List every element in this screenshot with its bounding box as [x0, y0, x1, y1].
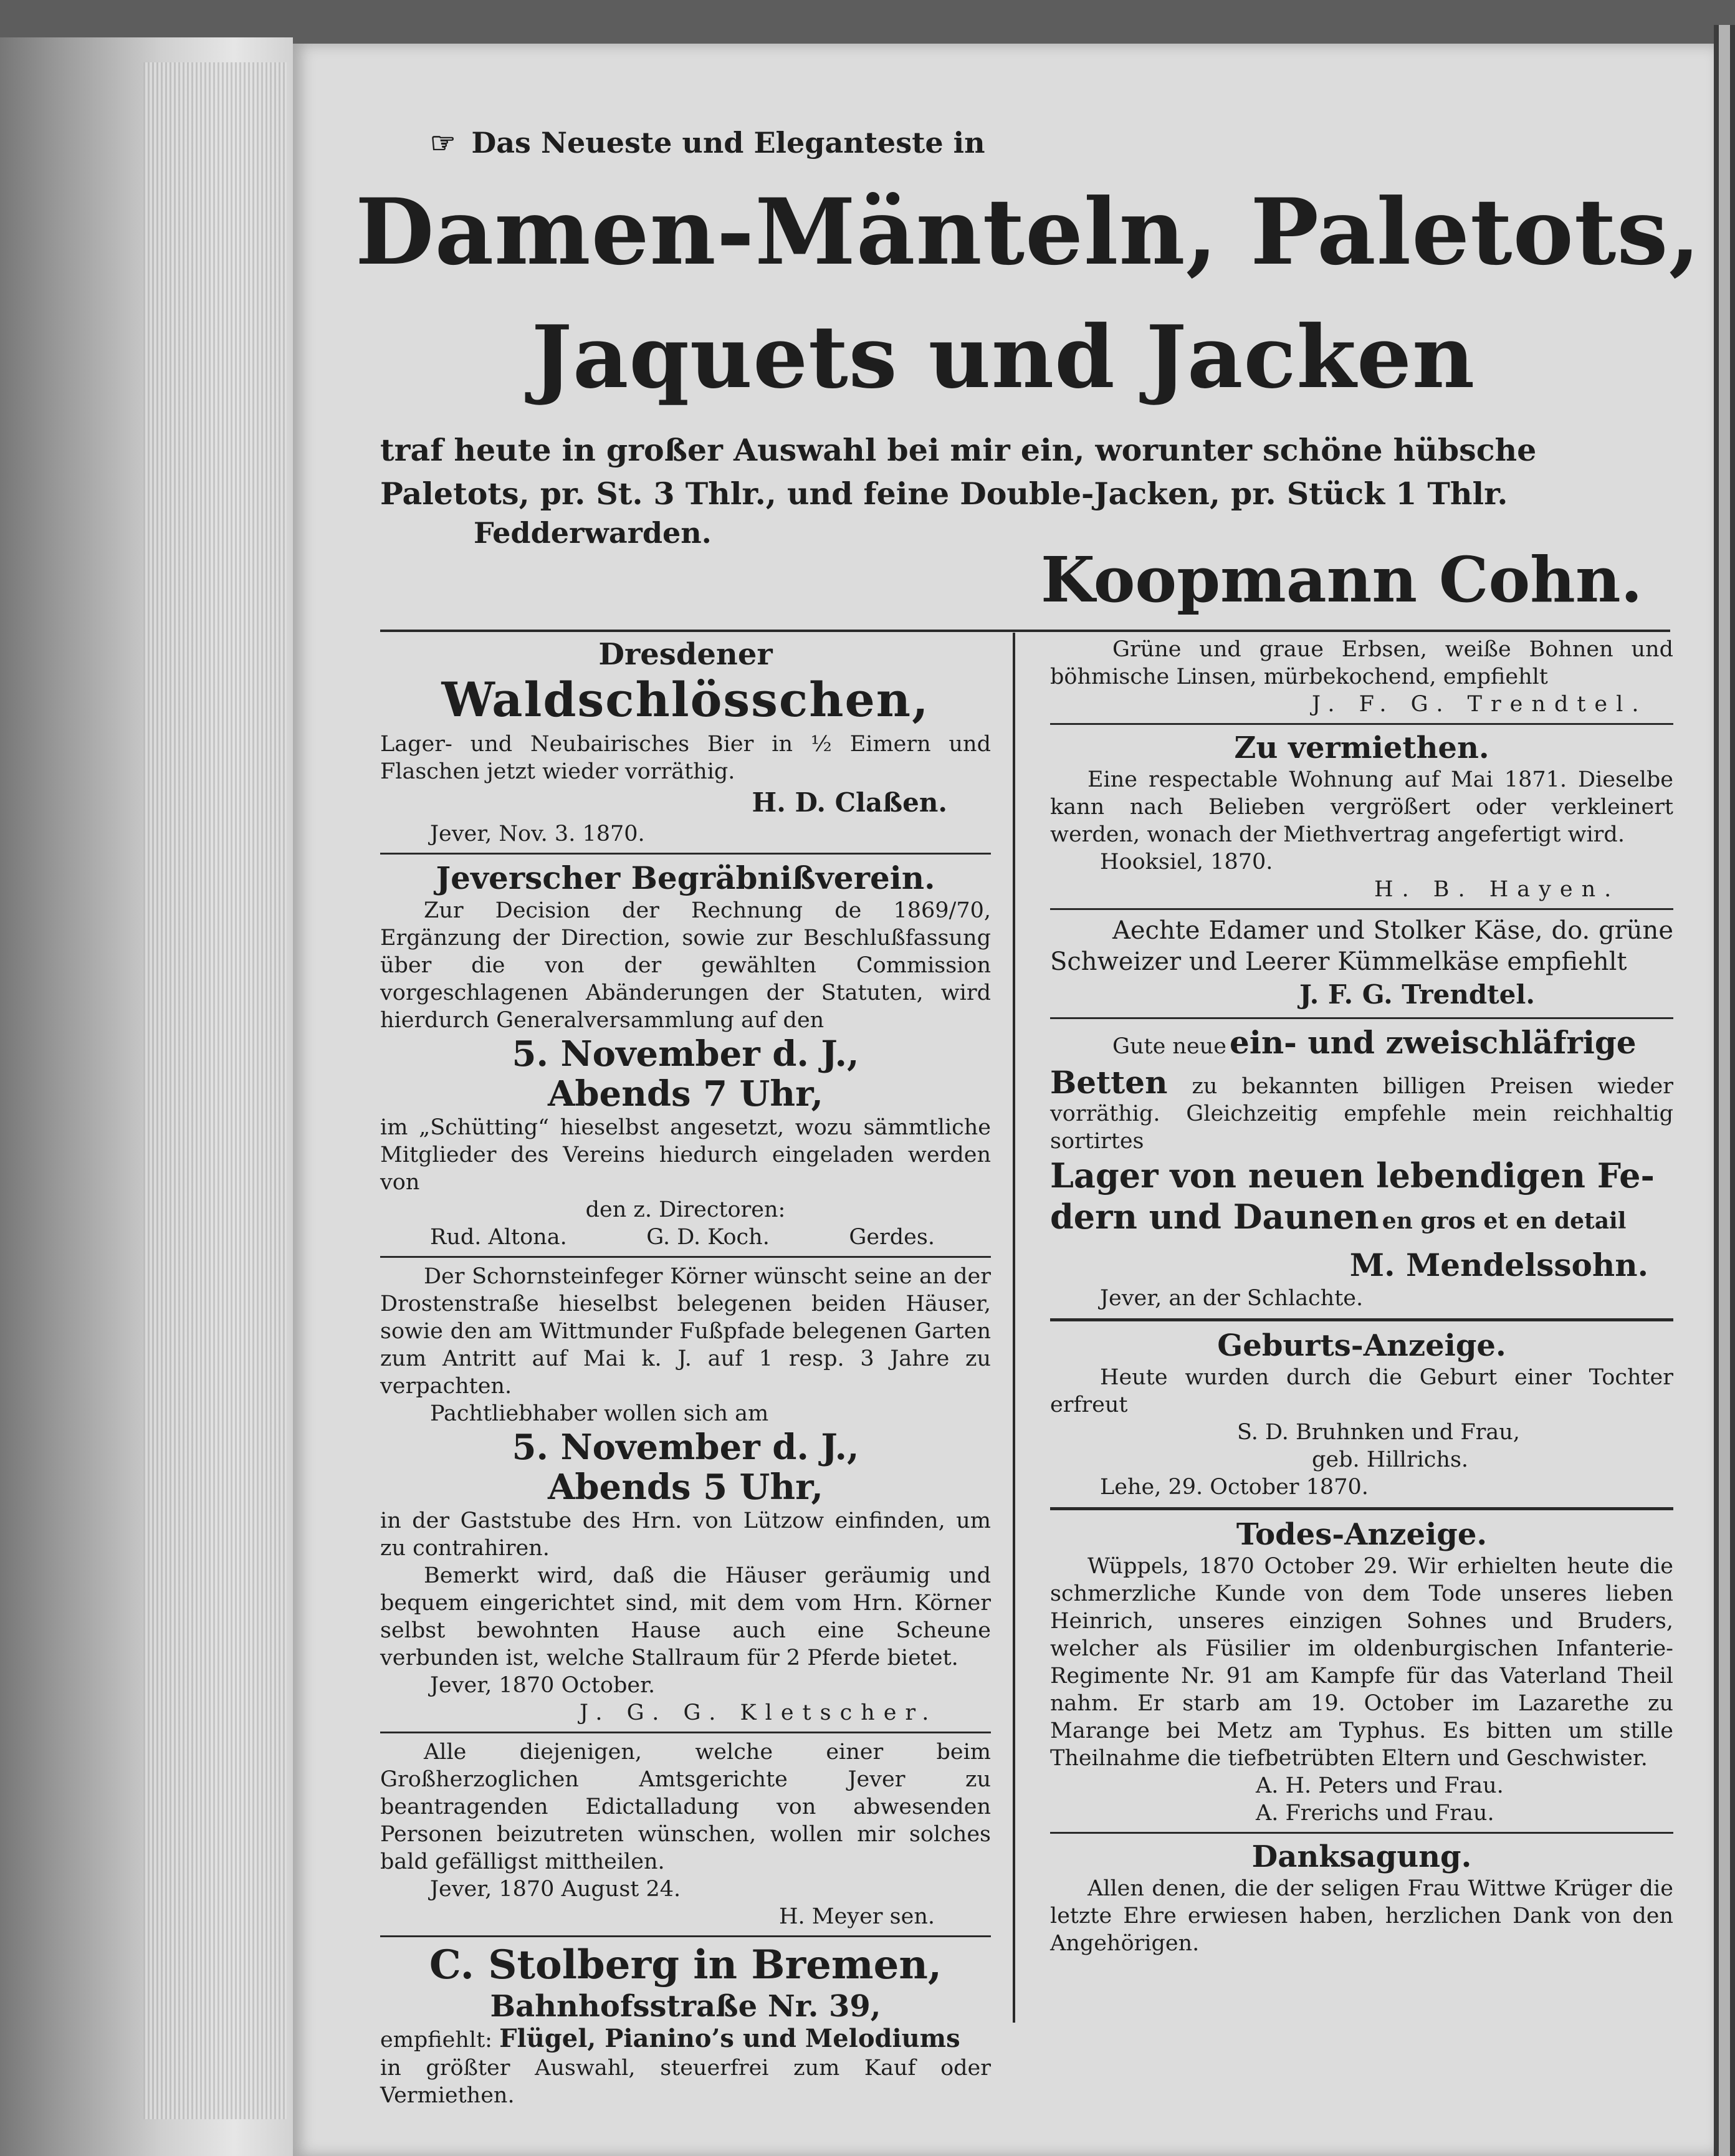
ad-text: Wüppels, 1870 October 29. Wir erhielten heute die schmerzliche Kunde von dem Tode unseres lieben Heinrich, unseres einzigen Sohnes und Bruders, welcher als Füsilier im oldenburgischen Infanterie-Regimente Nr. 91 am Kampfe für das Vaterland Theil nahm. Er starb am 19. October im Lazarethe zu Marange bei Metz am Typhus. Es bitten um stille Theilnahme die tiefbetrübten Eltern und Geschwister. [1050, 1554, 1673, 1771]
ad-names-row [380, 1224, 991, 1251]
ad-name: G. D. Koch. [646, 1225, 770, 1250]
ad-dateline: Jever, an der Schlachte. [1100, 1286, 1364, 1311]
ad-vermiethen [1050, 730, 1673, 903]
ad-text-3: Bemerkt wird, daß die Häuser geräumig und bequem eingerichtet sind, mit dem vom Hrn. Körner selbst bewohnten Hause auch eine Scheune verbunden ist, welche Stallraum für 2 Pferde bietet. [380, 1563, 991, 1670]
ad-separator [1050, 1318, 1673, 1321]
top-ad-line-2: Paletots, pr. St. 3 Thlr., und feine Double-Jacken, pr. Stück 1 Thlr. [380, 476, 1508, 512]
ad-products-line [380, 2024, 991, 2054]
ad-title: Zu vermiethen. [1234, 731, 1489, 765]
ad-separator [1050, 1017, 1673, 1019]
ad-stolberg [380, 1942, 991, 2109]
ad-signature: H. B. Hayen. [1374, 877, 1620, 902]
ad-erbsen [1050, 636, 1673, 718]
ad-line-prefix: Gute neue [1112, 1034, 1226, 1059]
ad-geburts-anzeige [1050, 1328, 1673, 1501]
ad-signature: J. F. G. Trendtel. [1299, 979, 1535, 1010]
ad-text-2: in der Gaststube des Hrn. von Lützow einfinden, um zu contrahiren. [380, 1508, 991, 1561]
ad-line-1 [1050, 1024, 1673, 1069]
top-ad-headline-1: Damen-Mänteln, Paletots, [355, 179, 1701, 285]
ad-signature: H. Meyer sen. [778, 1904, 935, 1929]
newspaper-page [293, 44, 1714, 2156]
ad-title: Todes-Anzeige. [1236, 1517, 1488, 1552]
next-page-edge [1714, 25, 1735, 2156]
section-rule [380, 630, 1670, 632]
top-ad-intro: Das Neueste und Eleganteste in [471, 126, 985, 160]
ad-text-body: zu bekannten billigen Preisen wieder vorräthig. Gleichzeitig empfehle mein reichhaltig sortirtes [1050, 1074, 1673, 1154]
ad-kaese [1050, 915, 1673, 1012]
ad-betten [1050, 1024, 1673, 1312]
ad-todes-anzeige [1050, 1516, 1673, 1827]
ad-danksagung [1050, 1839, 1673, 1957]
ad-line: Pachtliebhaber wollen sich am [430, 1401, 769, 1426]
ad-name: Gerdes. [849, 1225, 935, 1250]
ad-separator [1050, 1832, 1673, 1834]
ad-dateline: Jever, 1870 August 24. [430, 1877, 681, 1902]
ad-names-1: S. D. Bruhnken und Frau, [1237, 1420, 1520, 1445]
ad-text: in größter Auswahl, steuerfrei zum Kauf oder Vermiethen. [380, 2056, 991, 2108]
ad-waldschloesschen [380, 636, 991, 848]
ad-separator [380, 853, 991, 855]
top-ad-place: Fedderwarden. [474, 516, 712, 550]
ad-bold-line-1: Lager von neuen lebendigen Fe- [1050, 1156, 1655, 1195]
ad-title: Geburts-Anzeige. [1217, 1328, 1506, 1363]
ad-text: Grüne und graue Erbsen, weiße Bohnen und böhmische Linsen, mürbekochend, empfiehlt [1050, 637, 1673, 689]
ad-schornsteinfeger [380, 1263, 991, 1727]
left-column [380, 636, 991, 2109]
ad-signature: J. G. G. Kletscher. [580, 1700, 938, 1725]
ad-bold-line-2-row [1050, 1196, 1673, 1246]
ad-text-3: den z. Directoren: [585, 1197, 786, 1222]
ad-time: Abends 7 Uhr, [547, 1073, 824, 1114]
ad-title: Danksagung. [1251, 1839, 1472, 1874]
ad-address: Bahnhofsstraße Nr. 39, [490, 1989, 881, 2024]
ad-names-2: geb. Hillrichs. [1312, 1447, 1469, 1472]
ad-text-2: im „Schütting“ hieselbst angesetzt, wozu sämmtliche Mitglieder des Vereins hiedurch eingeladen werden von [380, 1115, 991, 1195]
book-page-edges [0, 37, 293, 2156]
ad-bold-word: Betten [1050, 1064, 1168, 1101]
ad-separator [380, 1732, 991, 1733]
ad-date: 5. November d. J., [512, 1427, 859, 1468]
ad-separator [1050, 723, 1673, 725]
ad-suffix: en gros et en detail [1382, 1208, 1627, 1234]
top-ad-headline-2: Jaquets und Jacken [531, 306, 1476, 408]
ad-names-2: A. Frerichs und Frau. [1256, 1801, 1494, 1826]
ad-edictalladung [380, 1738, 991, 1930]
ad-date: 5. November d. J., [512, 1033, 859, 1075]
ad-products: Flügel, Pianino’s und Melodiums [499, 2024, 960, 2053]
ad-begraebnisverein [380, 860, 991, 1251]
ad-title: Waldschlösschen, [441, 672, 930, 727]
top-ad-line-1: traf heute in großer Auswahl bei mir ein, worunter schöne hübsche [380, 432, 1537, 468]
ad-text: Alle diejenigen, welche einer beim Großherzoglichen Amtsgerichte Jever zu beantragenden Edictalladung von abwesenden Personen beizutreten wünschen, wollen mir solches bald gefälligst mittheilen. [380, 1740, 991, 1874]
ad-text: Lager- und Neubairisches Bier in ½ Eimern und Flaschen jetzt wieder vorräthig. [380, 732, 991, 784]
ad-dateline: Lehe, 29. October 1870. [1100, 1475, 1369, 1500]
top-ad-intro-line [430, 126, 1365, 170]
ad-name: Rud. Altona. [430, 1225, 567, 1250]
ad-names-1: A. H. Peters und Frau. [1256, 1773, 1504, 1798]
ad-text: Heute wurden durch die Geburt einer Tochter erfreut [1050, 1365, 1673, 1417]
ad-line-bold: ein- und zweischläfrige [1230, 1024, 1637, 1061]
ad-dateline: Jever, Nov. 3. 1870. [430, 822, 645, 846]
ad-time: Abends 5 Uhr, [547, 1467, 824, 1508]
right-column [1050, 636, 1673, 1957]
ad-bold-line-2: dern und Daunen [1050, 1197, 1379, 1237]
ad-text: Aechte Edamer und Stolker Käse, do. grüne Schweizer und Leerer Kümmelkäse empfiehlt [1050, 916, 1673, 976]
ad-dateline: Jever, 1870 October. [430, 1673, 656, 1698]
ad-separator [1050, 908, 1673, 910]
ad-text-prefix: empfiehlt: [380, 2028, 492, 2053]
ad-text: Eine respectable Wohnung auf Mai 1871. Dieselbe kann nach Belieben vergrößert oder verkleinert werden, wonach der Miethvertrag angefertigt wird. [1050, 767, 1673, 847]
top-ad-signature: Koopmann Cohn. [1041, 543, 1643, 616]
column-divider [1013, 633, 1015, 2023]
ad-text [1050, 1064, 1673, 1155]
ad-text: Allen denen, die der seligen Frau Wittwe Krüger die letzte Ehre erwiesen haben, herzlichen Dank von den Angehörigen. [1050, 1876, 1673, 1956]
ad-separator [380, 1935, 991, 1937]
ad-signature: H. D. Claßen. [752, 787, 947, 818]
ad-title: C. Stolberg in Bremen, [429, 1942, 942, 1988]
ad-text: Zur Decision der Rechnung de 1869/70, Ergänzung der Direction, sowie zur Beschlußfassung über die von der gewählten Commission vorgeschlagenen Abänderungen der Statuten, wird hierdurch Generalversammlung auf den [380, 898, 991, 1033]
ad-dateline: Hooksiel, 1870. [1100, 850, 1273, 874]
ad-signature: M. Mendelssohn. [1349, 1247, 1648, 1283]
ad-separator [1050, 1507, 1673, 1510]
ad-signature: J. F. G. Trendtel. [1312, 692, 1648, 717]
ad-kicker: Dresdener [598, 637, 773, 672]
ad-separator [380, 1256, 991, 1258]
ad-title: Jeverscher Begräbnißverein. [436, 860, 935, 896]
ad-text: Der Schornsteinfeger Körner wünscht seine an der Drostenstraße hieselbst belegenen beiden Häuser, sowie den am Wittmunder Fußpfade belegenen Garten zum Antritt auf Mai k. J. auf 1 resp. 3 Jahre zu verpachten. [380, 1264, 991, 1399]
pointing-hand-icon: ☞ [430, 126, 456, 160]
